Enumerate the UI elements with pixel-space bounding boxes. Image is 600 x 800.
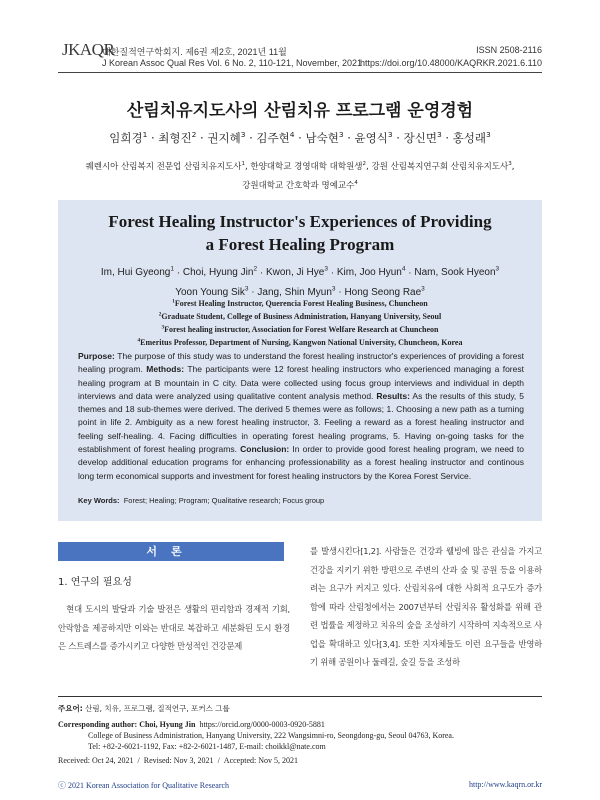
author-kr-sup: 3 — [436, 130, 442, 140]
author-kr: 최형진$^2$ — [158, 130, 197, 145]
received-date: Received: Oct 24, 2021 — [58, 756, 134, 765]
conclusion-label: Conclusion: — [240, 444, 290, 455]
author-kr: 남숙현$^3$ — [305, 130, 344, 145]
affiliation-en: $^2$Graduate Student, College of Business Administration, Hanyang University, Seoul — [158, 311, 442, 321]
purpose-text: The purpose of this study was to understand the forest healing instructor's experiences of providing a forest healing program. — [78, 351, 524, 375]
author-kr-sup: 2 — [191, 130, 197, 140]
affiliation-kr: 퀘렌시아 산림복지 전문업 산림치유지도사$^1$ — [85, 161, 245, 172]
abstract-text — [78, 350, 524, 483]
authors-korean: 임희경$^1$ · 최형진$^2$ · 권지혜$^3$ · 김주현$^4$ · 남숙현$^3$ · 윤영식$^3$ · 장신면$^3$ · 홍성래$^3$ — [109, 130, 491, 145]
author-en-sup: 2 — [253, 266, 258, 273]
author-en: Kwon, Ji Hye$^3$ — [265, 266, 328, 279]
corr-label: Corresponding author: — [58, 720, 138, 729]
author-kr: 권지혜$^3$ — [207, 130, 246, 145]
author-en-sup: 4 — [401, 266, 406, 273]
revised-date: Revised: Nov 3, 2021 — [143, 756, 214, 765]
author-kr: 김주현$^4$ — [256, 130, 295, 145]
methods-text: The participants were 12 forest healing instructors who experienced managing a forest healing program at B mountain in C city. Data were collected using focus group interviews and individual in depth interviews and data were analyzed using qualitative content analysis method. — [78, 364, 524, 401]
affiliations-english — [58, 296, 542, 349]
author-kr-sup: 3 — [240, 130, 246, 140]
results-text: As the results of this study, 5 themes and 18 sub-themes were derived. The derived 5 themes were as follows; 1. Choosing a new path as a turning point in life 2. Ambiguity as a new forest healing instructor, 3. Feeling a reward as a forest healing instructor and feeling self-healing. 4. Facing difficulties in operating forest healing programs, 5. Having on-going tasks for the establishment of forest healing programs. — [78, 390, 524, 455]
author-en: Yoon Young Sik$^3$ — [175, 285, 249, 298]
footer-url[interactable]: http://www.kaqrn.or.kr — [468, 780, 542, 789]
keywords-korean-text: 산림, 치유, 프로그램, 질적연구, 포커스 그룹 — [85, 704, 230, 713]
affiliation-kr: 한양대학교 경영대학 대학원생$^2$ — [250, 161, 367, 172]
intro-left-column: 현대 도시의 발달과 기술 발전은 생활의 편리함과 경제적 기회, 안락함을 제공하지만 이와는 반대로 복잡하고 세분화된 도시 환경은 스트레스를 증가시키고 다양한 만성적인 건강문제 — [58, 604, 290, 651]
article-dates: Received: Oct 24, 2021 / Revised: Nov 3, 2021 / Accepted: Nov 5, 2021 — [58, 756, 298, 765]
section-heading: 1. 연구의 필요성 — [58, 577, 132, 588]
title-english-line2: a Forest Healing Program — [205, 235, 395, 254]
author-en: Hong Seong Rae$^3$ — [344, 285, 425, 298]
corresponding-author — [58, 719, 454, 752]
corr-contact: Tel: +82-2-6021-1192, Fax: +82-2-6021-1487, E-mail: choikkl@nate.com — [88, 742, 326, 751]
journal-logo: JKAQR — [62, 40, 115, 59]
header-divider — [58, 72, 542, 73]
author-en: Jang, Shin Myun$^3$ — [257, 285, 336, 298]
intro-right-column: 를 발생시킨다[1,2]. 사람들은 건강과 웰빙에 많은 관심을 가지고 건강을 지키기 위한 방편으로 주변의 산과 숲 및 공원 등을 이용하려는 요구가 커지고 있다. 산림치유에 대한 사회적 요구도가 증가함에 따라 산림청에서는 2007년부터 산림치유 활성화를 위해 관련 법률을 제정하고 치유의 숲을 조성하기 시작하여 지속적으로 사업을 확대하고 있다[3,4]. 또한 지자체들도 이런 요구들을 반영하기 위해 공원이나 둘레길, 숲길 등을 조성하 — [310, 546, 542, 667]
author-kr-sup: 1 — [142, 130, 148, 140]
affiliations-korean: 퀘렌시아 산림복지 전문업 산림치유지도사$^1$, 한양대학교 경영대학 대학원생$^2$, 강원 산림복지연구회 산림치유지도사$^3$, 강원대학교 간호학과 명예교수$^4$ — [85, 161, 515, 191]
accepted-date: Accepted: Nov 5, 2021 — [223, 756, 298, 765]
footer-copyright: ⓒ 2021 Korean Association for Qualitative Research — [58, 781, 230, 790]
affiliation-en: $^4$Emeritus Professor, Department of Nursing, Kangwon National University, Chuncheon, Korea — [137, 337, 463, 348]
authors-english — [58, 262, 542, 301]
intro-section-bar: 서론 — [58, 542, 284, 561]
affiliation-kr: 강원대학교 간호학과 명예교수$^4$ — [242, 179, 358, 191]
journal-citation-kr: 대한질적연구학회지. 제6권 제2호, 2021년 11월 — [102, 47, 287, 57]
author-en: Im, Hui Gyeong$^1$ — [100, 266, 174, 279]
author-en: Kim, Joo Hyun$^4$ — [336, 266, 406, 279]
keywords-korean — [58, 703, 230, 714]
corr-address: College of Business Administration, Hanyang University, 222 Wangsimni-ro, Seongdong-gu, Seoul 04763, Korea. — [88, 731, 454, 740]
author-kr-sup: 3 — [387, 130, 393, 140]
affiliation-en: $^1$Forest Healing Instructor, Querencia Forest Healing Business, Chuncheon — [172, 298, 428, 308]
author-kr: 임희경$^1$ — [109, 130, 148, 145]
author-kr-sup: 4 — [289, 130, 295, 140]
author-kr: 홍성래$^3$ — [452, 130, 491, 145]
title-english — [58, 210, 542, 256]
author-en-sup: 3 — [331, 285, 336, 293]
keywords-korean-label: 주요어: — [58, 704, 83, 713]
author-en: Nam, Sook Hyeon$^3$ — [414, 266, 500, 279]
author-en-sup: 3 — [324, 266, 328, 273]
authors-english-line1: Im, Hui Gyeong$^1$ · Choi, Hyung Jin$^2$ · Kwon, Ji Hye$^3$ · Kim, Joo Hyun$^4$ · Nam, Sook Hyeon$^3$ — [100, 266, 500, 279]
journal-citation-en: J Korean Assoc Qual Res Vol. 6 No. 2, 110-121, November, 2021 — [102, 58, 362, 68]
author-en: Choi, Hyung Jin$^2$ — [182, 266, 258, 279]
author-en-sup: 3 — [495, 266, 500, 273]
orcid-link[interactable]: https://orcid.org/0000-0003-0920-5881 — [199, 720, 325, 729]
author-kr: 윤영식$^3$ — [354, 130, 393, 145]
affiliation-en: $^3$Forest healing instructor, Association for Forest Welfare Research at Chuncheon — [161, 324, 439, 334]
author-kr-sup: 3 — [338, 130, 344, 140]
title-korean: 산림치유지도사의 산림치유 프로그램 운영경험 — [126, 101, 474, 121]
issn: ISSN 2508-2116 — [476, 45, 542, 55]
affiliation-kr: 강원 산림복지연구회 산림치유지도사$^3$ — [371, 161, 512, 172]
keywords-text: Forest; Healing; Program; Qualitative research; Focus group — [123, 496, 325, 505]
authors-english-line2: Yoon Young Sik$^3$ · Jang, Shin Myun$^3$ · Hong Seong Rae$^3$ — [175, 285, 425, 298]
methods-label: Methods: — [146, 364, 185, 375]
keywords-label: Key Words: — [78, 496, 120, 505]
doi-link[interactable]: https://doi.org/10.48000/KAQRKR.2021.6.110 — [360, 58, 542, 68]
corr-name: Choi, Hyung Jin — [139, 720, 196, 729]
purpose-label: Purpose: — [78, 351, 115, 361]
author-en-sup: 1 — [170, 266, 174, 273]
footnote-divider — [58, 696, 542, 697]
author-en-sup: 3 — [421, 285, 425, 293]
author-kr: 장신면$^3$ — [403, 130, 442, 145]
conclusion-text: In order to provide good forest healing program, we need to develop additional education programs for enhancing professionability as a forest healing instructor and continous long term economical supports and investment for forest healing instructors by the Korea Forest Service. — [78, 444, 524, 481]
author-kr-sup: 3 — [486, 130, 491, 140]
results-label: Results: — [376, 390, 410, 401]
keywords-english — [78, 496, 524, 505]
title-english-line1: Forest Healing Instructor's Experiences of Providing — [108, 212, 492, 231]
author-en-sup: 3 — [244, 285, 249, 293]
